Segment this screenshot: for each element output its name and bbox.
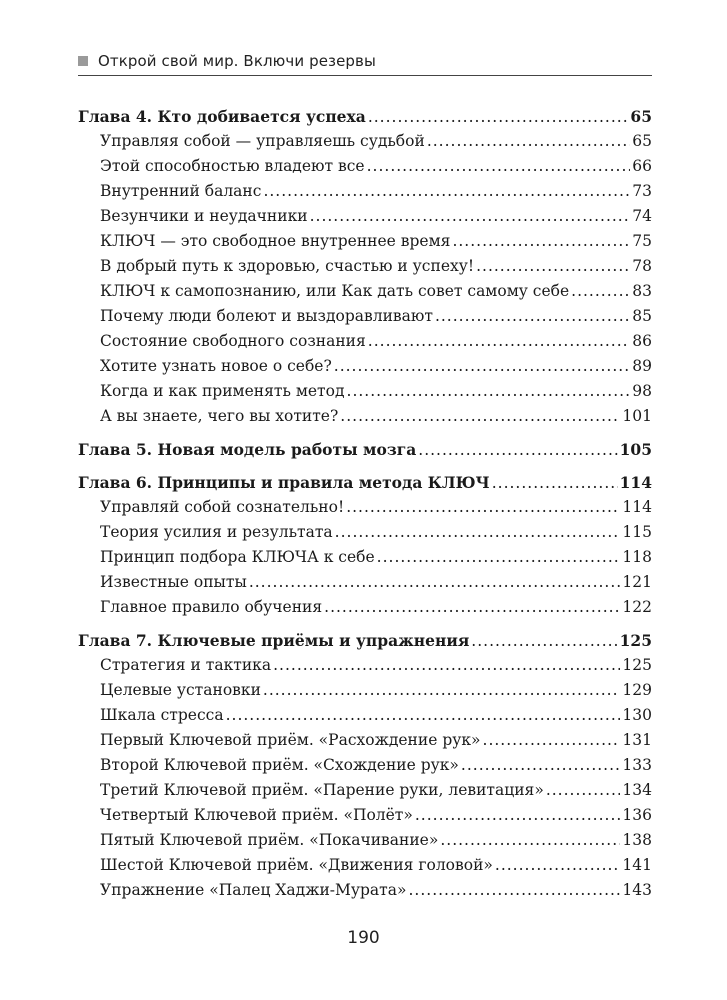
toc-leader-dots [368, 105, 629, 130]
toc-chapter-entry [78, 470, 652, 495]
toc-entry-page: 138 [622, 831, 652, 849]
toc-entry-title: Этой способностью владеют все [100, 157, 365, 175]
toc-entry-title: Теория усилия и результата [100, 523, 333, 541]
toc-entry-page: 134 [622, 781, 652, 799]
toc-leader-dots [440, 828, 620, 853]
toc-leader-dots [273, 653, 620, 678]
toc-entry-title: Принцип подбора КЛЮЧА к себе [100, 548, 375, 566]
toc-leader-dots [418, 438, 617, 463]
toc-entry-page: 74 [632, 207, 652, 225]
toc-entry-title: Хотите узнать новое о себе? [100, 357, 332, 375]
toc-entry-title: Глава 4. Кто добивается успеха [78, 107, 366, 126]
toc-section-entry [78, 545, 652, 570]
toc-section-entry [78, 853, 652, 878]
toc-entry-page: 73 [632, 182, 652, 200]
toc-section-entry [78, 778, 652, 803]
toc-entry-title: Главное правило обучения [100, 598, 323, 616]
header-square-icon [78, 56, 88, 66]
page-number: 190 [347, 928, 380, 948]
toc-section-entry [78, 570, 652, 595]
toc-section-entry [78, 595, 652, 620]
toc-leader-dots [476, 254, 630, 279]
toc-entry-page: 118 [622, 548, 652, 566]
toc-section-entry [78, 653, 652, 678]
toc-leader-dots [546, 778, 621, 803]
toc-entry-page: 129 [622, 681, 652, 699]
toc-entry-page: 65 [630, 107, 652, 126]
toc-entry-title: А вы знаете, чего вы хотите? [100, 407, 339, 425]
toc-section-entry [78, 229, 652, 254]
toc-leader-dots [347, 379, 631, 404]
toc-entry-title: Стратегия и тактика [100, 656, 272, 674]
toc-entry-title: Четвертый Ключевой приём. «Полёт» [100, 806, 413, 824]
toc-entry-title: Шестой Ключевой приём. «Движения головой» [100, 856, 493, 874]
toc-leader-dots [263, 179, 630, 204]
toc-leader-dots [249, 570, 621, 595]
toc-entry-title: Внутренний баланс [100, 182, 262, 200]
toc-entry-title: КЛЮЧ — это свободное внутреннее время [100, 232, 451, 250]
toc-section-entry [78, 753, 652, 778]
toc-entry-title: Первый Ключевой приём. «Расхождение рук» [100, 731, 481, 749]
toc-section-entry [78, 154, 652, 179]
toc-entry-title: Управляя собой — управляешь судьбой [100, 132, 425, 150]
toc-entry-page: 114 [619, 473, 652, 492]
toc-entry-page: 85 [632, 307, 652, 325]
toc-section-entry [78, 329, 652, 354]
toc-entry-page: 115 [622, 523, 652, 541]
toc-entry-title: Почему люди болеют и выздоравливают [100, 307, 433, 325]
toc-entry-page: 141 [622, 856, 652, 874]
toc-entry-page: 101 [622, 407, 652, 425]
toc-section-entry [78, 495, 652, 520]
toc-leader-dots [571, 279, 630, 304]
toc-entry-page: 86 [632, 332, 652, 350]
toc-entry-title: Глава 7. Ключевые приёмы и упражнения [78, 631, 470, 650]
toc-entry-page: 143 [622, 881, 652, 899]
toc-leader-dots [427, 129, 630, 154]
toc-entry-title: Третий Ключевой приём. «Парение руки, левитация» [100, 781, 544, 799]
toc-entry-title: Состояние свободного сознания [100, 332, 366, 350]
toc-entry-page: 83 [632, 282, 652, 300]
toc-section-entry [78, 304, 652, 329]
toc-section-entry [78, 678, 652, 703]
toc-entry-page: 66 [632, 157, 652, 175]
toc-entry-title: Когда и как применять метод [100, 382, 345, 400]
toc-leader-dots [226, 703, 621, 728]
toc-entry-title: В добрый путь к здоровью, счастью и успеху! [100, 257, 475, 275]
toc-entry-title: Пятый Ключевой приём. «Покачивание» [100, 831, 439, 849]
toc-entry-title: Второй Ключевой приём. «Схождение рук» [100, 756, 459, 774]
toc-leader-dots [415, 803, 621, 828]
toc-leader-dots [408, 878, 620, 903]
toc-leader-dots [483, 728, 621, 753]
toc-chapter-entry [78, 437, 652, 462]
toc-entry-title: Управляй собой сознательно! [100, 498, 345, 516]
toc-entry-page: 75 [632, 232, 652, 250]
toc-section-entry [78, 204, 652, 229]
toc-entry-page: 121 [622, 573, 652, 591]
toc-chapter-entry [78, 104, 652, 129]
toc-leader-dots [334, 354, 630, 379]
toc-leader-dots [263, 678, 621, 703]
toc-entry-title: Глава 5. Новая модель работы мозга [78, 440, 417, 459]
toc-entry-page: 78 [632, 257, 652, 275]
toc-leader-dots [340, 404, 620, 429]
toc-entry-page: 125 [622, 656, 652, 674]
toc-leader-dots [377, 545, 621, 570]
toc-leader-dots [492, 471, 618, 496]
book-title: Открой свой мир. Включи резервы [98, 52, 376, 70]
toc-entry-title: Известные опыты [100, 573, 247, 591]
toc-chapter-entry [78, 628, 652, 653]
toc-section-entry [78, 254, 652, 279]
toc-leader-dots [310, 204, 631, 229]
toc-section-entry [78, 379, 652, 404]
toc-entry-title: Целевые установки [100, 681, 261, 699]
toc-entry-page: 114 [622, 498, 652, 516]
toc-entry-title: Глава 6. Принципы и правила метода КЛЮЧ [78, 473, 490, 492]
toc-entry-page: 89 [632, 357, 652, 375]
toc-section-entry [78, 728, 652, 753]
toc-leader-dots [367, 154, 631, 179]
toc-entry-page: 136 [622, 806, 652, 824]
toc-leader-dots [435, 304, 630, 329]
toc-entry-title: Везунчики и неудачники [100, 207, 308, 225]
toc-leader-dots [471, 629, 617, 654]
toc-section-entry [78, 520, 652, 545]
toc-leader-dots [461, 753, 620, 778]
toc-entry-page: 125 [619, 631, 652, 650]
toc-section-entry [78, 129, 652, 154]
toc-section-entry [78, 703, 652, 728]
toc-entry-page: 65 [632, 132, 652, 150]
toc-entry-title: КЛЮЧ к самопознанию, или Как дать совет самому себе [100, 282, 570, 300]
toc-leader-dots [452, 229, 630, 254]
toc-entry-page: 98 [632, 382, 652, 400]
toc-section-entry [78, 828, 652, 853]
toc-section-entry [78, 803, 652, 828]
toc-leader-dots [346, 495, 620, 520]
toc-section-entry [78, 404, 652, 429]
toc-leader-dots [324, 595, 620, 620]
toc-section-entry [78, 878, 652, 903]
toc-entry-page: 131 [622, 731, 652, 749]
toc-entry-page: 130 [622, 706, 652, 724]
toc-section-entry [78, 279, 652, 304]
toc-entry-page: 133 [622, 756, 652, 774]
toc-leader-dots [368, 329, 630, 354]
toc-entry-page: 105 [619, 440, 652, 459]
toc-leader-dots [495, 853, 621, 878]
running-header [78, 47, 652, 76]
table-of-contents [78, 104, 652, 903]
toc-entry-title: Шкала стресса [100, 706, 224, 724]
toc-entry-title: Упражнение «Палец Хаджи-Мурата» [100, 881, 407, 899]
toc-section-entry [78, 354, 652, 379]
toc-leader-dots [335, 520, 621, 545]
toc-entry-page: 122 [622, 598, 652, 616]
toc-section-entry [78, 179, 652, 204]
